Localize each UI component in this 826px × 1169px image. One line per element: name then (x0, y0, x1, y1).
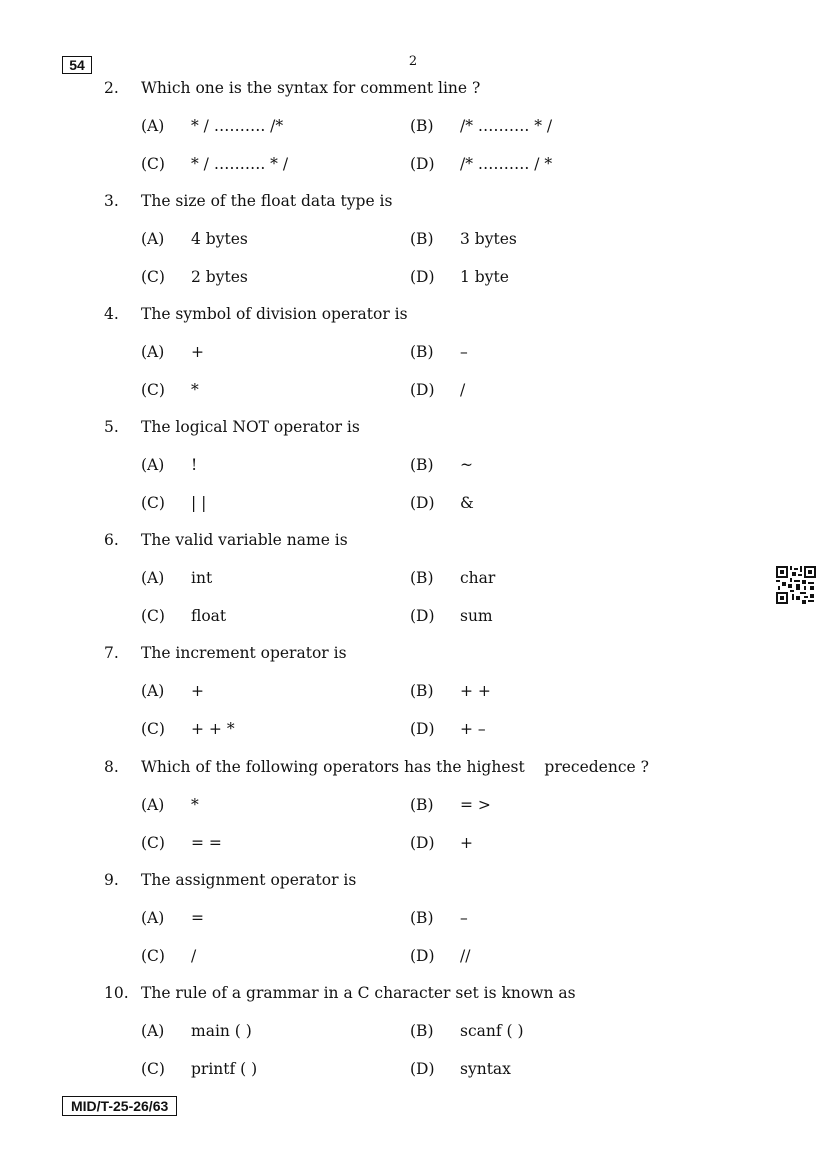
option-letter: (B) (410, 456, 434, 474)
question-number: 4. (104, 305, 119, 323)
question-number: 8. (104, 758, 119, 776)
question-9 (0, 871, 826, 986)
option-letter: (D) (410, 607, 435, 625)
option-letter: (B) (410, 117, 434, 135)
question-4 (0, 305, 826, 420)
option-text: * / ………. /* (191, 117, 284, 135)
option-letter: (A) (141, 796, 165, 814)
qr-code-icon (776, 566, 816, 604)
question-number: 9. (104, 871, 119, 889)
question-text: The logical NOT operator is (141, 418, 360, 436)
option-text: // (460, 947, 471, 965)
option-text: float (191, 607, 227, 625)
option-text: int (191, 569, 213, 587)
option-letter: (A) (141, 343, 165, 361)
option-text: / (191, 947, 197, 965)
option-text: – (460, 343, 468, 361)
question-text: The valid variable name is (141, 531, 348, 549)
option-text: * / ………. * / (191, 155, 289, 173)
option-letter: (B) (410, 343, 434, 361)
option-letter: (D) (410, 1060, 435, 1078)
option-letter: (B) (410, 230, 434, 248)
option-letter: (A) (141, 230, 165, 248)
option-letter: (C) (141, 607, 165, 625)
option-text: /* ………. * / (460, 117, 553, 135)
option-letter: (A) (141, 909, 165, 927)
question-10 (0, 984, 826, 1099)
option-letter: (D) (410, 947, 435, 965)
option-letter: (C) (141, 268, 165, 286)
question-number: 3. (104, 192, 119, 210)
option-text: * (191, 381, 199, 399)
option-letter: (B) (410, 909, 434, 927)
question-7 (0, 644, 826, 759)
option-text: + + (460, 682, 491, 700)
option-letter: (A) (141, 117, 165, 135)
option-letter: (C) (141, 381, 165, 399)
question-text: Which of the following operators has the highest precedence ? (141, 758, 649, 776)
option-letter: (B) (410, 682, 434, 700)
option-letter: (A) (141, 569, 165, 587)
option-letter: (C) (141, 1060, 165, 1078)
question-8 (0, 758, 826, 873)
question-number: 10. (104, 984, 129, 1002)
question-number: 6. (104, 531, 119, 549)
question-text: The size of the float data type is (141, 192, 393, 210)
option-text: printf ( ) (191, 1060, 258, 1078)
question-text: The increment operator is (141, 644, 347, 662)
option-text: + (191, 343, 204, 361)
option-text: scanf ( ) (460, 1022, 524, 1040)
option-text: & (460, 494, 474, 512)
option-letter: (A) (141, 1022, 165, 1040)
option-text: = (191, 909, 204, 927)
question-2 (0, 79, 826, 194)
question-text: The assignment operator is (141, 871, 357, 889)
option-text: char (460, 569, 496, 587)
option-text: + (191, 682, 204, 700)
option-text: syntax (460, 1060, 511, 1078)
option-text: sum (460, 607, 493, 625)
option-text: main ( ) (191, 1022, 252, 1040)
option-letter: (D) (410, 155, 435, 173)
question-text: The rule of a grammar in a C character set is known as (141, 984, 576, 1002)
option-text: / (460, 381, 466, 399)
option-letter: (D) (410, 494, 435, 512)
option-text: * (191, 796, 199, 814)
question-number: 5. (104, 418, 119, 436)
option-text: = = (191, 834, 222, 852)
option-text: 3 bytes (460, 230, 517, 248)
option-letter: (A) (141, 682, 165, 700)
question-text: Which one is the syntax for comment line ? (141, 79, 481, 97)
option-letter: (B) (410, 569, 434, 587)
option-letter: (D) (410, 268, 435, 286)
option-text: 2 bytes (191, 268, 248, 286)
paper-code-box: MID/T-25-26/63 (62, 1096, 177, 1116)
option-text: + (460, 834, 473, 852)
option-text: = > (460, 796, 491, 814)
question-6 (0, 531, 826, 646)
option-text: 1 byte (460, 268, 509, 286)
option-text: /* ………. / * (460, 155, 553, 173)
option-text: + – (460, 720, 486, 738)
option-text: 4 bytes (191, 230, 248, 248)
option-letter: (B) (410, 796, 434, 814)
option-letter: (C) (141, 834, 165, 852)
page-code-box: 54 (62, 56, 92, 74)
option-letter: (D) (410, 381, 435, 399)
option-letter: (C) (141, 494, 165, 512)
option-letter: (B) (410, 1022, 434, 1040)
option-text: ~ (460, 456, 473, 474)
option-letter: (A) (141, 456, 165, 474)
question-number: 2. (104, 79, 119, 97)
question-number: 7. (104, 644, 119, 662)
option-letter: (C) (141, 155, 165, 173)
option-text: + + * (191, 720, 235, 738)
option-text: – (460, 909, 468, 927)
option-letter: (D) (410, 834, 435, 852)
question-3 (0, 192, 826, 307)
question-5 (0, 418, 826, 533)
page-number: 2 (408, 54, 418, 69)
option-letter: (C) (141, 947, 165, 965)
option-text: ! (191, 456, 198, 474)
question-text: The symbol of division operator is (141, 305, 408, 323)
option-letter: (C) (141, 720, 165, 738)
option-letter: (D) (410, 720, 435, 738)
option-text: | | (191, 494, 207, 512)
